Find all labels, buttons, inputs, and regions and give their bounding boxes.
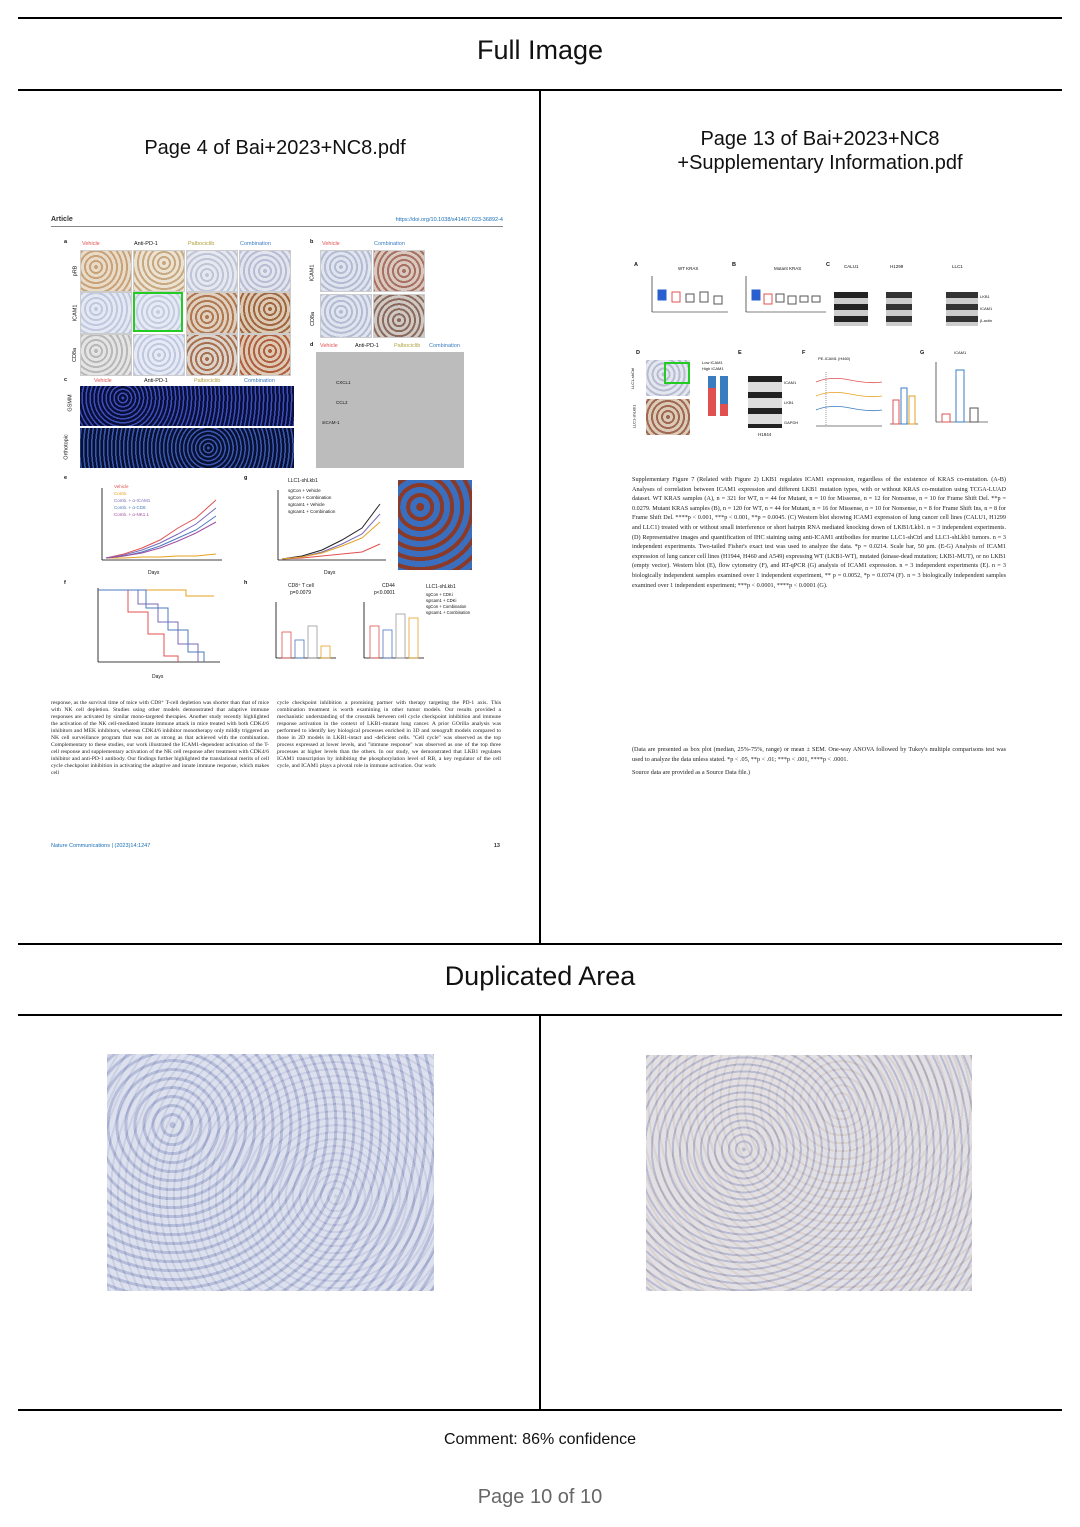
body-text-right-column: cycle checkpoint inhibition a promising partner with therapy targeting the PD-1 axis. This combination treatment is worth examining in other tumor models. Our results provided a mechanistic understanding of the crosstalk between cell cycle checkpoint inhibition and immune response activation in the context of LKB1-mutant lung cancer. A prior GOrilla analysis was performed to identify key biological processes enriched in 3D and xenograft models compared to those in 2D models in LKB1-intact and -deficient cells. "Cell cycle" was observed as the top process expressed at lower levels, and "immune response" was observed as one of the top three processes at higher levels than the others. In our study, we demonstrated that LKB1 regulates ICAM1 transcription by inhibiting the phosphorylation level of RB, a key regulator of the cell cycle, and ICAM1 plays a pivotal role in immune activation. Our work xyxy=(277,700,501,769)
panel-b-col-vehicle: Vehicle xyxy=(322,241,340,247)
supp-e-cell: H1944 xyxy=(758,432,772,437)
section-title-duplicated: Duplicated Area xyxy=(444,961,636,991)
supp-panel-f-letter: F xyxy=(802,350,806,356)
supp-d-legend-low: Low ICAM1 xyxy=(702,360,723,365)
panel-b-letter: b xyxy=(310,239,314,245)
panel-c-col-palbociclib: Palbociclib xyxy=(194,378,221,384)
panel-e-legend-0: Vehicle xyxy=(114,484,129,489)
panel-c-col-vehicle: Vehicle xyxy=(94,378,112,384)
panel-c-col-combination: Combination xyxy=(244,378,275,384)
panel-c-row-gsmm: GSMM xyxy=(67,394,74,412)
g-bar-mut xyxy=(970,408,978,422)
supp-f-title: PE-ICAM1 (H460) xyxy=(818,356,851,361)
supp-g-bar xyxy=(930,358,990,430)
supp-b-box-mut xyxy=(764,294,772,304)
membrane-array xyxy=(316,352,464,468)
g-line-sgicam1-vehicle xyxy=(282,514,380,559)
body-text-left-column: response, as the survival time of mice with CD8⁺ T-cell depletion was shorter than that of mice with NK cell depletion. Studies using other models demonstrated that adaptive immune responses are activated by similar mono-targeted therapies. Another study recently highlighted the activation of the NK cell-mediated innate immune attack in mice treated with both CDK4/6 inhibitors and MEK inhibitors, whereas CDK4/6 inhibitor monotherapy only mildly triggered an NK cell surveillance program that was not as strong as that achieved with the combination. Complementary to these studies, our work illustrated the ICAM1-dependent activation of the T-cell response and supplementary activation of the NK cell response after treatment with CDK4/6 inhibitor and anti-PD-1 antibody. Our findings further highlighted the translational merits of cell cycle checkpoint inhibition in activating the adaptive and innate immune response, which makes cell xyxy=(51,700,269,776)
supp-a-box-mis xyxy=(686,294,694,302)
panel-g-legend-2: sgIcam1 + Vehicle xyxy=(288,502,325,507)
ihc-icam1-antipd1-highlighted[interactable] xyxy=(133,292,183,332)
if-orthotopic-row xyxy=(80,428,294,468)
panel-g-xlabel: Days xyxy=(324,570,336,576)
panel-e-legend-1: Comb. xyxy=(114,491,128,496)
supp-c-row-actin: β-actin xyxy=(980,318,993,323)
page-footer: Page 10 of 10 xyxy=(477,1486,603,1508)
panel-e-xlabel: Days xyxy=(148,570,160,576)
e-line-cd8 xyxy=(106,516,216,558)
panel-a-row-prb: pRB xyxy=(72,265,79,277)
panel-h-legend-1: sgIcam1 + CDKi xyxy=(426,598,457,603)
panel-a-letter: a xyxy=(64,239,68,245)
ihc-icam1-palbociclib xyxy=(186,292,238,334)
supp-panel-d-letter: D xyxy=(636,350,640,356)
supp-c-row-icam1: ICAM1 xyxy=(980,306,993,311)
supp-d-row-shctrl: LLC1-shCtrl xyxy=(630,367,636,390)
rule-bottom xyxy=(18,1409,1062,1411)
membrane-label-sicam1: sICAM-1 xyxy=(322,420,340,425)
supp-a-box-non xyxy=(700,292,708,302)
supp-b-title: Mutant KRAS xyxy=(774,266,802,271)
header-rule xyxy=(51,226,503,227)
supp-c-blot-calu1 xyxy=(834,292,868,326)
supp-b-box-fsi xyxy=(800,296,808,302)
panel-h-legend-0: sgCon + CDKi xyxy=(426,592,453,597)
h-bar-cd8-4 xyxy=(321,646,330,658)
panel-g-title: LLC1-shLkb1 xyxy=(288,478,318,484)
supp-e-row-lkb1: LKB1 xyxy=(784,400,794,405)
panel-h-legend-title: LLC1-shLkb1 xyxy=(426,584,456,590)
supp-c-cell-h1299: H1299 xyxy=(890,264,904,269)
article-label: Article xyxy=(51,216,73,223)
g-bar-ctrl xyxy=(942,414,950,422)
panel-h-p-cd8: p=0.0079 xyxy=(290,590,311,596)
duplicated-crop-left xyxy=(107,1054,434,1291)
supp-d-row-shlkb1: LLC1-shLkb1 xyxy=(631,404,637,429)
panel-b-row-cd8a: CD8a xyxy=(310,311,317,327)
supp-panel-b-letter: B xyxy=(732,262,736,268)
supp-a-box-wt xyxy=(658,290,666,300)
supp-panel-c-letter: C xyxy=(826,262,830,268)
ihc-prb-antipd1 xyxy=(133,250,185,292)
h-bar-cd44-4 xyxy=(409,618,418,658)
f-line-cd8 xyxy=(98,590,204,662)
supp-e-row-gapdh: GAPDH xyxy=(784,420,799,425)
supp-f-bar xyxy=(886,370,920,430)
panel-e-legend-3: Comb. + α-CD8 xyxy=(114,505,146,510)
h-bar-cd44-2 xyxy=(383,630,392,658)
divider-top xyxy=(539,91,541,944)
supp-a-box-mut xyxy=(672,292,680,302)
supp-g-title: ICAM1 xyxy=(954,350,967,355)
panel-c-letter: c xyxy=(64,377,68,383)
right-pane-title-line1: Page 13 of Bai+2023+NC8 xyxy=(700,128,940,150)
panel-d-col-antipd1: Anti-PD-1 xyxy=(355,343,379,349)
panel-h-title-cd8: CD8⁺ T cell xyxy=(288,583,314,589)
supp-panel-g-letter: G xyxy=(920,350,925,356)
supp-e-row-icam1: ICAM1 xyxy=(784,380,797,385)
ihc-prb-palbociclib xyxy=(186,250,238,292)
doi-link[interactable]: https://doi.org/10.1038/s41467-023-36892-4 xyxy=(395,217,503,223)
panel-f-survival-chart xyxy=(68,582,228,682)
right-pane-title-line2: +Supplementary Information.pdf xyxy=(677,152,963,174)
left-page-thumbnail xyxy=(48,212,506,857)
panel-h-p-cd44: p<0.0001 xyxy=(374,590,395,596)
journal-footer: Nature Communications | (2023)14:1247 xyxy=(51,843,151,849)
ihc-icam1-vehicle xyxy=(80,292,132,334)
panel-g-legend-1: sgCon + Combination xyxy=(288,495,332,500)
ihc-b-icam1-vehicle xyxy=(320,250,372,292)
membrane-label-cxcl1: CXCL1 xyxy=(336,380,351,385)
ihc-prb-combination xyxy=(239,250,291,292)
supp-panel-ab-boxplots xyxy=(642,272,828,328)
panel-e-letter: e xyxy=(64,475,68,481)
panel-f-xlabel: Days xyxy=(152,674,164,680)
ihc-cd8a-vehicle xyxy=(80,334,132,376)
page-number: 13 xyxy=(493,843,500,849)
supp-c-blot-llc1 xyxy=(946,292,978,326)
supp-e-blot xyxy=(748,376,782,428)
h-bar-cd44-3 xyxy=(396,614,405,658)
panel-c-col-antipd1: Anti-PD-1 xyxy=(144,378,168,384)
ihc-prb-vehicle xyxy=(80,250,132,292)
panel-c-row-orthotopic: Orthotopic xyxy=(63,434,70,460)
supp-caption-source: Source data are provided as a Source Data file.) xyxy=(632,769,751,776)
supp-panel-a-letter: A xyxy=(634,262,638,268)
h-bar-cd8-2 xyxy=(295,640,304,658)
panel-a-row-cd8a: CD8a xyxy=(72,347,79,363)
ihc-b-icam1-combination xyxy=(373,250,425,292)
supp-d-ihc-shlkb1 xyxy=(646,399,690,435)
panel-b-col-combination: Combination xyxy=(374,241,405,247)
g-bar-wt xyxy=(956,370,964,422)
right-page-thumbnail xyxy=(628,200,1010,840)
duplicated-crop-right xyxy=(646,1055,972,1291)
panel-d-col-palbociclib: Palbociclib xyxy=(394,343,421,349)
h-bar-cd8-3 xyxy=(308,626,317,658)
supp-d-legend-high: High ICAM1 xyxy=(702,366,724,371)
supp-panel-e-letter: E xyxy=(738,350,742,356)
panel-a-col-antipd1: Anti-PD-1 xyxy=(134,241,158,247)
panel-h-legend-3: sgIcam1 + Combination xyxy=(426,610,471,615)
supp-c-cell-calu1: CALU1 xyxy=(844,264,859,269)
panel-d-letter: d xyxy=(310,342,314,348)
ihc-icam1-combination xyxy=(239,292,291,334)
h-bar-cd44-1 xyxy=(370,626,379,658)
f-bar-wt xyxy=(901,388,907,424)
f-line-comb xyxy=(98,590,214,596)
supp-caption-stats: (Data are presented as box plot (median, 25%-75%, range) or mean ± SEM. One-way ANOVA followed by Tukey's multiple comparisons test was used to analyze the data unless stated. *p < .05, **p < .01; ***p < .001, ****p < .0001. xyxy=(632,746,1006,763)
supp-d-bar-shctrl xyxy=(708,376,716,416)
supp-b-box-non xyxy=(788,296,796,304)
panel-d-col-combination: Combination xyxy=(429,343,460,349)
panel-h-letter: h xyxy=(244,580,248,586)
panel-a-col-combination: Combination xyxy=(240,241,271,247)
supp-b-box-fsd xyxy=(812,296,820,302)
supp-d-bar-shlkb1 xyxy=(720,376,728,416)
panel-h-title-cd44: CD44 xyxy=(382,583,395,589)
supp-d-ihc-highlighted[interactable] xyxy=(664,362,690,384)
panel-h-bar-charts xyxy=(260,598,426,664)
ihc-cd8a-antipd1 xyxy=(133,334,185,376)
panel-b-row-icam1: ICAM1 xyxy=(309,264,316,282)
ihc-cd8a-palbociclib xyxy=(186,334,238,376)
supp-c-row-lkb1: LKB1 xyxy=(980,294,990,299)
if-gsmm-row xyxy=(80,386,294,426)
panel-a-col-palbociclib: Palbociclib xyxy=(188,241,215,247)
h-bar-cd8-1 xyxy=(282,632,291,658)
supp-a-title: WT KRAS xyxy=(678,266,699,271)
divider-bottom xyxy=(539,1016,541,1410)
left-pane-title: Page 4 of Bai+2023+NC8.pdf xyxy=(144,137,406,159)
supp-caption: Supplementary Figure 7 (Related with Figure 2) LKB1 regulates ICAM1 expression, regardless of the existence of KRAS co-mutation. (A-B) Analyses of correlation between ICAM1 expression and different LKB1 mutation types, with or without KRAS co-mutation using TCGA-LUAD dataset. WT KRAS samples (A), n = 321 for WT, n = 44 for Mutant, n = 10 for Missense, n = 12 for Nonsense, n = 10 for Frame Shift Del. **p = 0.0279. Mutant KRAS samples (B), n = 120 for WT, n = 44 for Mutant, n = 16 for Missense, n = 10 for Nonsense, n = 8 for Frame Shift Ins, n = 8 for Frame Shift Del. ****p < 0.001, ***p < 0.001, **p = 0.0045. (C) Western blot showing ICAM1 expression of lung cancer cell lines (CALU1, H1299 and LLC1) treated with or without small interference or short hairpin RNA mediated knocking down of LKB1/Lkb1. n = 3 independent experiments. (D) Representative images and quantification of IHC staining using anti-ICAM1 antibodies for murine LLC1-shCtrl and LLC1-shLkb1 tumors. n = 3 independent experiments. Two-tailed Fisher's exact test was used to analyze the data. *p = 0.0214. Scale bar, 50 μm. (E-G) Analysis of ICAM1 expression of lung cancer cell lines (H1944, H460 and A549) expressing WT (LKB1-WT), mutated (kinase-dead mutation; LKB1-MUT), or no LKB1 (empty vector). Western blot (E), flow cytometry (F), and RT-qPCR (G) analysis of ICAM1 expression. n = 3 independent experiments (E). n = 3 biologically independent samples examined over 1 independent experiment, ** p = 0.0052, *p = 0.0374 (F). n = 3 biologically independent samples examined over 1 independent experiment; ***p < 0.0001, ****p < 0.0001 (G). xyxy=(632,476,1006,589)
g-line-sgicam1-comb xyxy=(282,522,380,559)
comment-confidence: Comment: 86% confidence xyxy=(443,1431,637,1448)
panel-d-col-vehicle: Vehicle xyxy=(320,343,338,349)
panel-h-legend-2: sgCon + Combination xyxy=(426,604,467,609)
supp-b-box-mis xyxy=(776,294,784,302)
panel-e-legend-4: Comb. + α-NK1.1 xyxy=(114,512,149,517)
rule-above-duplicated xyxy=(18,943,1062,945)
f-bar-ctrl xyxy=(893,400,899,424)
panel-a-col-vehicle: Vehicle xyxy=(82,241,100,247)
f-bar-mut xyxy=(909,396,915,424)
panel-g-legend-3: sgIcam1 + Combination xyxy=(288,509,336,514)
ihc-cd8a-combination xyxy=(239,334,291,376)
panel-e-tumor-growth-chart xyxy=(72,478,232,578)
supp-f-flow-histograms xyxy=(810,362,884,432)
supp-b-box-wt xyxy=(752,290,760,300)
supp-c-blot-h1299 xyxy=(886,292,912,326)
supp-a-box-fsd xyxy=(714,296,722,304)
panel-g-legend-0: sgCon + Vehicle xyxy=(288,488,321,493)
membrane-label-ccl2: CCL2 xyxy=(336,400,348,405)
panel-f-letter: f xyxy=(64,580,66,586)
ihc-b-cd8a-vehicle xyxy=(320,294,372,338)
section-title-full-image: Full Image xyxy=(476,35,604,65)
panel-g-letter: g xyxy=(244,475,248,481)
panel-a-row-icam1: ICAM1 xyxy=(72,304,79,322)
supp-c-cell-llc1: LLC1 xyxy=(952,264,963,269)
panel-e-legend-2: Comb. + α-ICAM1 xyxy=(114,498,151,503)
tumor-photo xyxy=(398,480,472,570)
top-rule xyxy=(18,17,1062,19)
ihc-b-cd8a-combination xyxy=(373,294,425,338)
